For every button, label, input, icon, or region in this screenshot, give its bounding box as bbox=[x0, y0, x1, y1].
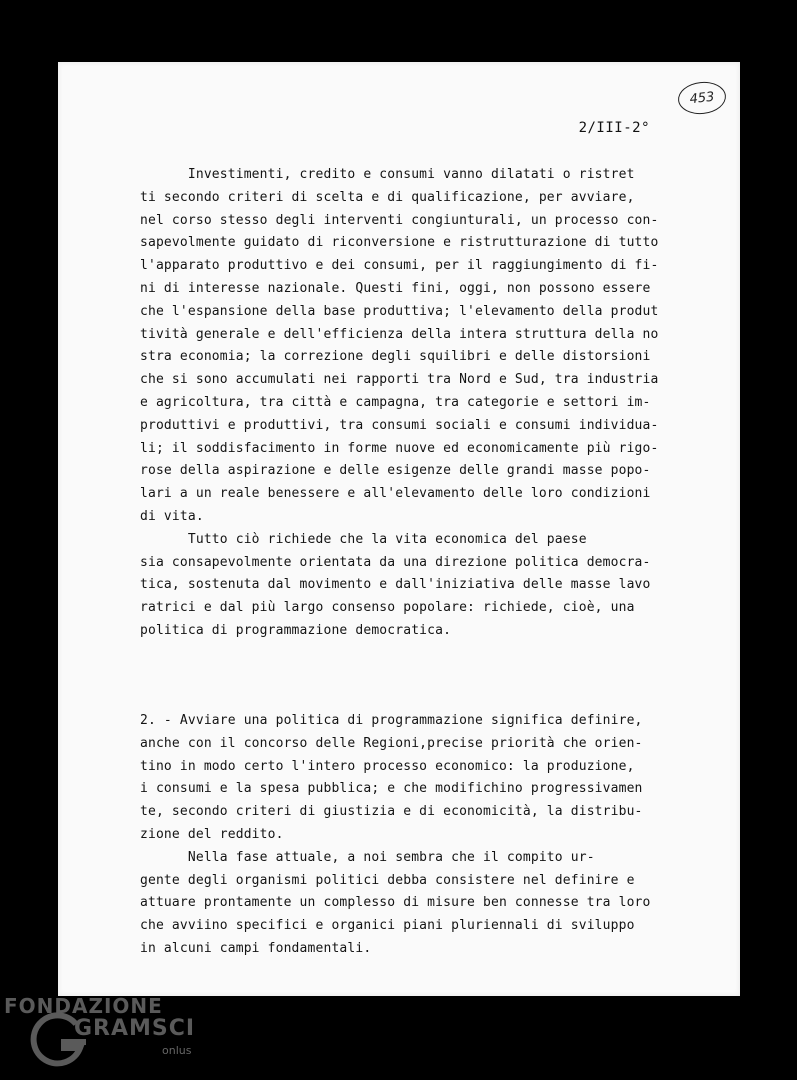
text-line: gente degli organismi politici debba consistere nel definire e bbox=[140, 872, 635, 888]
text-line: rose della aspirazione e delle esigenze delle grandi masse popo- bbox=[140, 463, 651, 479]
paragraph-block-2 bbox=[140, 710, 700, 961]
paragraph-1 bbox=[140, 164, 700, 529]
text-line: li; il soddisfacimento in forme nuove ed economicamente più rigo- bbox=[140, 440, 659, 456]
text-line: i consumi e la spesa pubblica; e che modifichino progressivamen bbox=[140, 781, 643, 797]
text-line: che avviino specifici e organici piani pluriennali di sviluppo bbox=[140, 918, 635, 934]
text-line: che si sono accumulati nei rapporti tra Nord e Sud, tra industria bbox=[140, 372, 659, 388]
text-line: tino in modo certo l'intero processo economico: la produzione, bbox=[140, 758, 635, 774]
text-line: in alcuni campi fondamentali. bbox=[140, 940, 372, 956]
text-line: che l'espansione della base produttiva; l'elevamento della produt bbox=[140, 303, 659, 319]
watermark-gramsci: GRAMSCI bbox=[74, 1016, 196, 1041]
paragraph-4 bbox=[140, 847, 700, 961]
text-line: te, secondo criteri di giustizia e di economicità, la distribu- bbox=[140, 804, 643, 820]
text-line: nel corso stesso degli interventi congiunturali, un processo con- bbox=[140, 212, 659, 228]
text-line: tività generale e dell'efficienza della intera struttura della no bbox=[140, 326, 659, 342]
text-line: sapevolmente guidato di riconversione e ristrutturazione di tutto bbox=[140, 235, 659, 251]
section-2-paragraph bbox=[140, 710, 700, 847]
paragraph-2 bbox=[140, 529, 700, 643]
text-line: zione del reddito. bbox=[140, 826, 284, 842]
text-line: Nella fase attuale, a noi sembra che il compito ur- bbox=[140, 849, 595, 865]
text-line: di vita. bbox=[140, 508, 204, 524]
watermark-fondazione: FONDAZIONE bbox=[4, 994, 163, 1018]
text-line: Tutto ciò richiede che la vita economica del paese bbox=[140, 531, 587, 547]
text-line: l'apparato produttivo e dei consumi, per il raggiungimento di fi- bbox=[140, 258, 659, 274]
text-line: Investimenti, credito e consumi vanno dilatati o ristret bbox=[140, 167, 635, 182]
document-reference: 2/III-2° bbox=[578, 120, 650, 136]
paragraph-block-1 bbox=[140, 164, 700, 643]
text-line: produttivi e produttivi, tra consumi sociali e consumi individua- bbox=[140, 417, 659, 433]
handwritten-page-number: 453 bbox=[676, 80, 727, 117]
text-line: 2. - Avviare una politica di programmazione significa definire, bbox=[140, 713, 643, 728]
watermark-logo bbox=[0, 992, 220, 1072]
watermark-onlus: onlus bbox=[162, 1044, 192, 1057]
text-line: tica, sostenuta dal movimento e dall'iniziativa delle masse lavo bbox=[140, 577, 651, 593]
text-line: attuare prontamente un complesso di misure ben connesse tra loro bbox=[140, 895, 651, 911]
text-line: lari a un reale benessere e all'elevamento delle loro condizioni bbox=[140, 486, 651, 502]
text-line: anche con il concorso delle Regioni,precise priorità che orien- bbox=[140, 735, 643, 751]
text-line: stra economia; la correzione degli squilibri e delle distorsioni bbox=[140, 349, 651, 365]
document-page bbox=[58, 62, 740, 996]
text-line: ratrici e dal più largo consenso popolare: richiede, cioè, una bbox=[140, 600, 635, 616]
text-line: ti secondo criteri di scelta e di qualificazione, per avviare, bbox=[140, 189, 635, 205]
text-line: ni di interesse nazionale. Questi fini, oggi, non possono essere bbox=[140, 280, 651, 296]
text-line: e agricoltura, tra città e campagna, tra categorie e settori im- bbox=[140, 394, 651, 410]
text-line: politica di programmazione democratica. bbox=[140, 622, 452, 638]
text-line: sia consapevolmente orientata da una direzione politica democra- bbox=[140, 554, 651, 570]
